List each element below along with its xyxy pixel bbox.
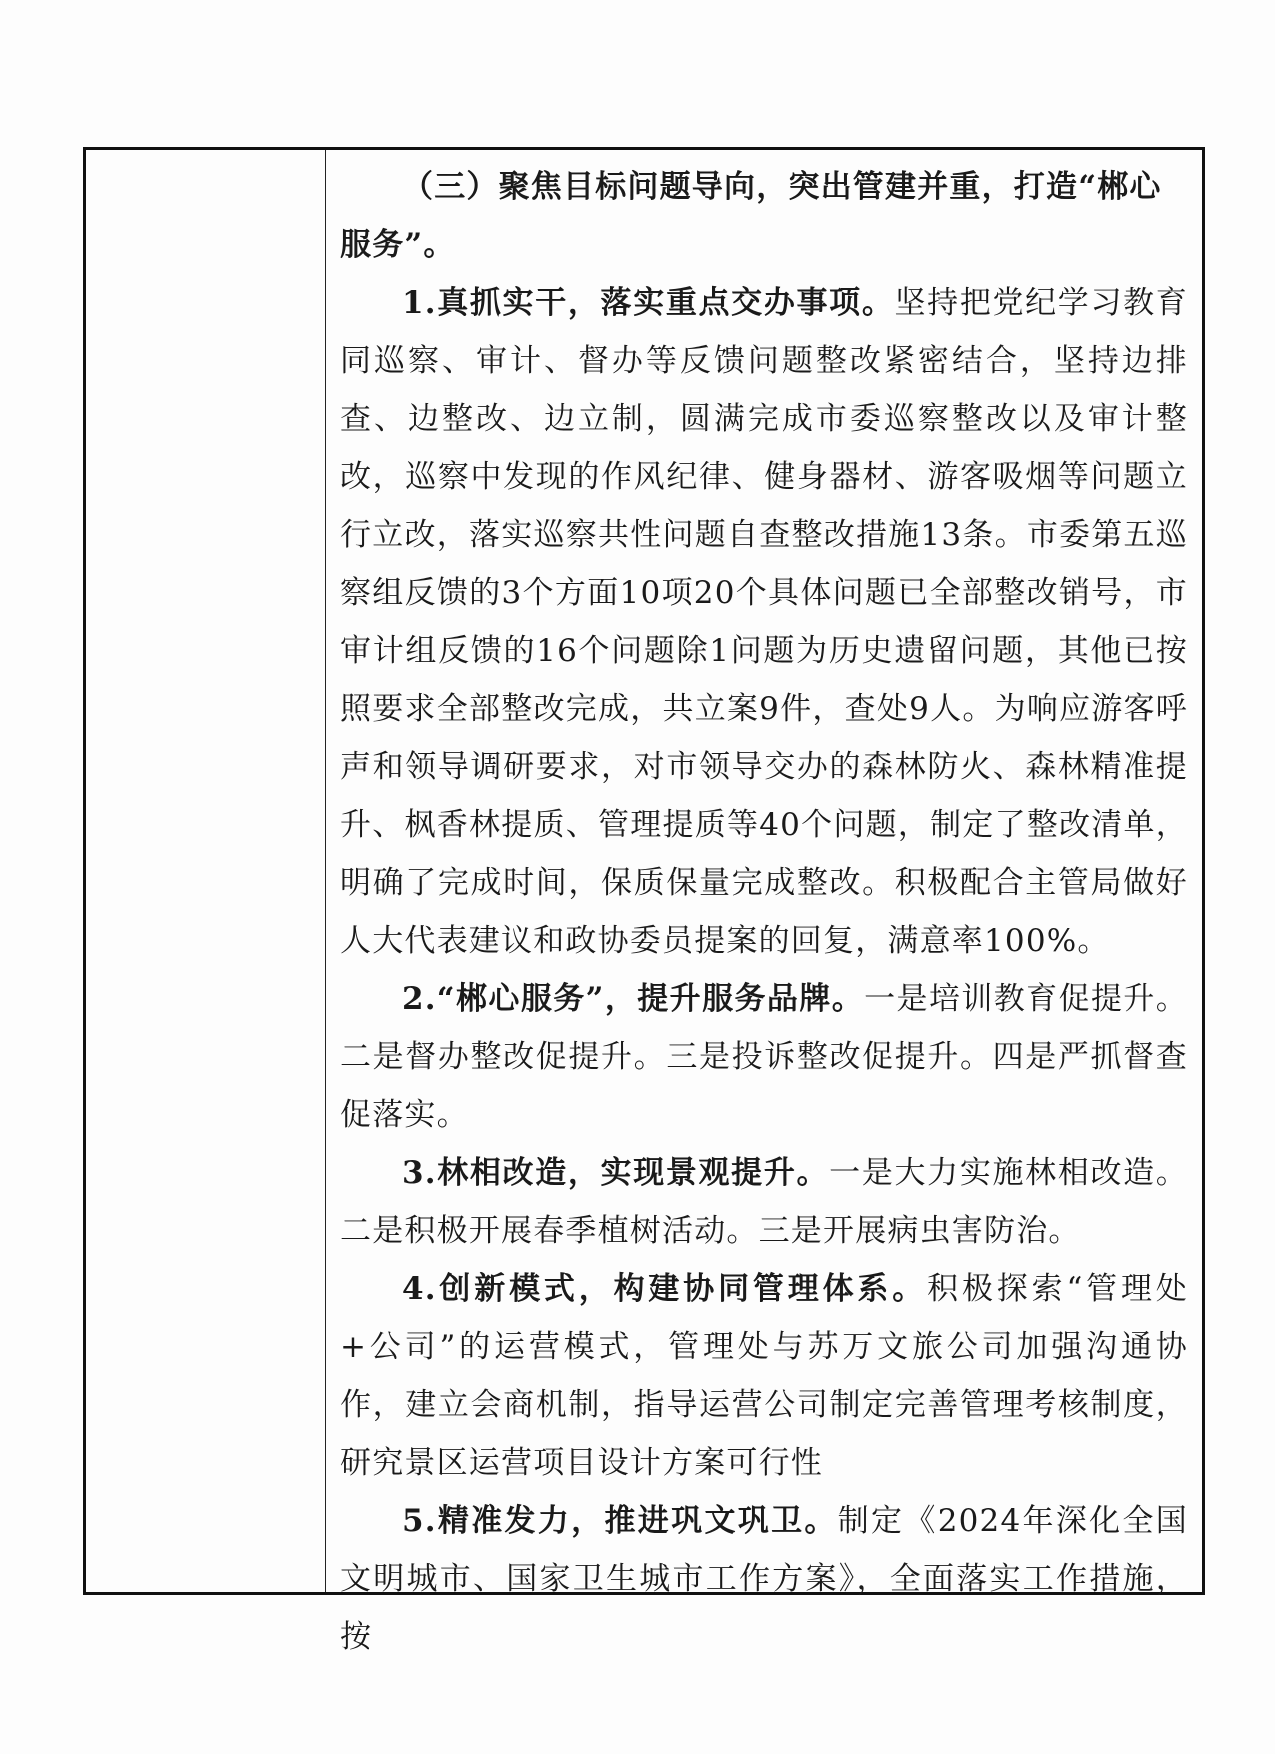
paragraph-5-body: 制定《2024年深化全国文明城市、国家卫生城市工作方案》，全面落实工作措施，按 <box>340 1503 1188 1655</box>
paragraph-5 <box>340 1492 1188 1666</box>
paragraph-4-lead: 4.创新模式，构建协同管理体系。 <box>402 1271 928 1307</box>
paragraph-3-lead: 3.林相改造，实现景观提升。 <box>402 1155 830 1191</box>
section-heading: （三）聚焦目标问题导向，突出管建并重，打造“郴心服务”。 <box>340 169 1162 263</box>
paragraph-3-body: 一是大力实施林相改造。二是积极开展春季植树活动。三是开展病虫害防治。 <box>340 1155 1188 1249</box>
paragraph-4 <box>340 1260 1188 1492</box>
table-frame <box>83 147 1205 1655</box>
table-content-cell <box>326 150 1202 1655</box>
paragraph-2-lead: 2.“郴心服务”，提升服务品牌。 <box>402 981 865 1017</box>
paragraph-5-lead: 5.精准发力，推进巩文巩卫。 <box>402 1503 838 1539</box>
paragraph-2-body: 一是培训教育促提升。二是督办整改促提升。三是投诉整改促提升。四是严抓督查促落实。 <box>340 981 1188 1133</box>
paragraph-3 <box>340 1144 1188 1260</box>
paragraph-1 <box>340 274 1188 970</box>
paragraph-4-body: 积极探索“管理处+公司”的运营模式，管理处与苏万文旅公司加强沟通协作，建立会商机制，指导运营公司制定完善管理考核制度，研究景区运营项目设计方案可行性 <box>340 1271 1189 1481</box>
paragraph-1-lead: 1.真抓实干，落实重点交办事项。 <box>402 285 895 321</box>
table-left-column <box>86 150 326 1592</box>
paragraph-2 <box>340 970 1188 1144</box>
paragraph-1-body: 坚持把党纪学习教育同巡察、审计、督办等反馈问题整改紧密结合，坚持边排查、边整改、边立制，圆满完成市委巡察整改以及审计整改，巡察中发现的作风纪律、健身器材、游客吸烟等问题立行立改，落实巡察共性问题自查整改措施13条。市委第五巡察组反馈的3个方面10项20个具体问题已全部整改销号，市审计组反馈的16个问题除1问题为历史遗留问题，其他已按照要求全部整改完成，共立案9件，查处9人。为响应游客呼声和领导调研要求，对市领导交办的森林防火、森林精准提升、枫香林提质、管理提质等40个问题，制定了整改清单，明确了完成时间，保质保量完成整改。积极配合主管局做好人大代表建议和政协委员提案的回复，满意率100%。 <box>340 285 1188 959</box>
